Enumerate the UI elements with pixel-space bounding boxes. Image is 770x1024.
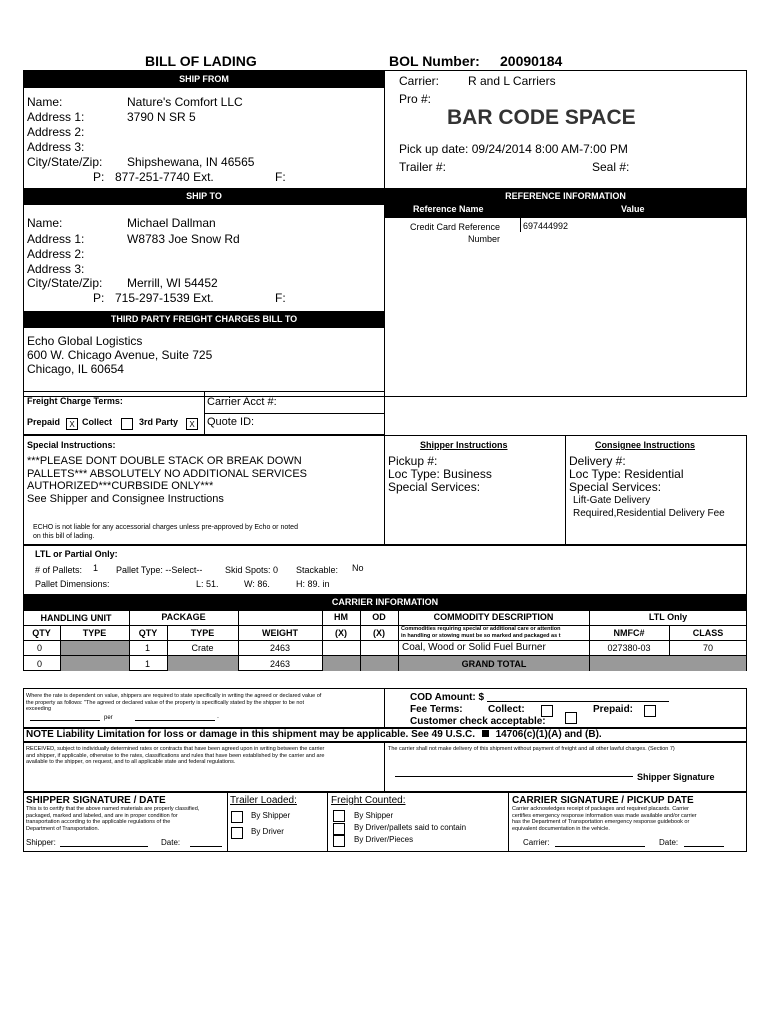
ship-to-addr1: W8783 Joe Snow Rd xyxy=(127,232,240,246)
carrier-label: Carrier: xyxy=(399,74,440,88)
shipper-signature-label: Shipper Signature xyxy=(637,772,715,782)
ship-from-name-label: Name: xyxy=(27,95,63,109)
freight-terms-label: Freight Charge Terms: xyxy=(27,396,123,406)
ship-from-addr1: 3790 N SR 5 xyxy=(127,110,196,124)
collect-label: Collect xyxy=(82,417,113,427)
ship-to-header: SHIP TO xyxy=(24,188,384,205)
cod-prepaid-label: Prepaid: xyxy=(593,704,634,715)
shipper-label: Shipper: xyxy=(26,838,56,847)
row2-weight: 2463 xyxy=(269,659,291,669)
grand-total-label: GRAND TOTAL xyxy=(461,659,527,669)
ship-to-phone: 715-297-1539 Ext. xyxy=(115,291,214,305)
nmfc-header: NMFC# xyxy=(613,628,645,638)
skid-spots: Skid Spots: 0 xyxy=(225,565,279,575)
carrier-information-header: CARRIER INFORMATION xyxy=(23,595,747,610)
shipper-certification: This is to certify that the above named materials are properly classified, packaged, marked and labeled, and are in proper condition for transportation according to the applicable regulations of the Department of Transportation. xyxy=(26,806,200,832)
customer-check-checkbox[interactable] xyxy=(565,712,577,724)
liability-note: NOTE Liability Limitation for loss or damage in this shipment may be applicable. See 49 U.S.C. 14706(c)(1)(A) and (B). xyxy=(26,729,602,740)
package-header: PACKAGE xyxy=(161,612,206,622)
shipper-date-line[interactable] xyxy=(190,846,222,847)
shipper-signature-line[interactable] xyxy=(60,846,148,847)
commodity-note: Commodities requiring special or additional care or attention in handling or stowing must be so marked and packaged as t xyxy=(401,626,561,639)
carrier-sign-label: Carrier: xyxy=(523,838,550,847)
customer-check-label: Customer check acceptable: xyxy=(410,716,546,727)
row2-pkg-qty: 1 xyxy=(145,659,151,669)
reference-header: REFERENCE INFORMATION Reference Name Value xyxy=(385,188,746,218)
hu-qty-header: QTY xyxy=(32,628,51,638)
ship-to-name: Michael Dallman xyxy=(127,216,216,230)
shipper-instructions-label: Shipper Instructions xyxy=(420,440,508,450)
freight-by-driver-pieces-checkbox[interactable] xyxy=(333,835,345,847)
ship-from-fax-label: F: xyxy=(275,170,286,184)
carrier-certification: Carrier acknowledges receipt of packages and required placards. Carrier certifies emergency response information was made available and/or carrier has the Department of Transportation emergency response guidebook or equivalent documentation in the vehicle. xyxy=(512,806,697,832)
ship-from-csz: Shipshewana, IN 46565 xyxy=(127,155,255,169)
carrier-name: R and L Carriers xyxy=(468,74,556,88)
row1-pkg-type: Crate xyxy=(191,643,214,653)
table-row: 0 xyxy=(37,659,43,669)
trailer-by-shipper-checkbox[interactable] xyxy=(231,811,243,823)
reference-name: Credit Card Reference Number xyxy=(410,222,501,244)
document-title: BILL OF LADING xyxy=(145,53,257,69)
pkg-type-header: TYPE xyxy=(190,628,215,638)
ship-from-phone: 877-251-7740 Ext. xyxy=(115,170,214,184)
special-instructions-text: ***PLEASE DONT DOUBLE STACK OR BREAK DOWN PALLETS*** ABSOLUTELY NO ADDITIONAL SERVICES AUTHORIZED***CURBSIDE ONLY*** See Shipper and Consignee Instructions xyxy=(27,455,307,505)
ship-to-csz: Merrill, WI 54452 xyxy=(127,276,218,290)
row1-weight: 2463 xyxy=(269,643,291,653)
ship-to-addr2-label: Address 2: xyxy=(27,247,85,261)
shipper-date-label: Date: xyxy=(161,838,181,847)
freight-by-shipper-checkbox[interactable] xyxy=(333,810,345,822)
bol-number-label: BOL Number: xyxy=(389,53,480,69)
hm-header: HM xyxy=(334,612,348,622)
pkg-qty-header: QTY xyxy=(138,628,158,638)
carrier-signature-title: CARRIER SIGNATURE / PICKUP DATE xyxy=(512,795,694,806)
hm-x-header: (X) xyxy=(335,628,347,638)
seal-label: Seal #: xyxy=(592,160,630,174)
trailer-by-driver-checkbox[interactable] xyxy=(231,827,243,839)
pro-label: Pro #: xyxy=(399,92,432,106)
ship-to-phone-label: P: xyxy=(93,291,105,305)
freight-counted-label: Freight Counted: xyxy=(331,795,406,806)
carrier-acct-label: Carrier Acct #: xyxy=(207,396,277,408)
trailer-label: Trailer #: xyxy=(399,160,446,174)
cod-amount-label: COD Amount: $ xyxy=(410,692,485,703)
stackable-label: Stackable: xyxy=(296,565,339,575)
pallets-label: # of Pallets: xyxy=(35,565,83,575)
freight-by-driver-pieces-label: By Driver/Pieces xyxy=(354,835,414,844)
ship-from-phone-label: P: xyxy=(93,170,105,184)
cod-collect-label: Collect: xyxy=(488,704,525,715)
prepaid-checkbox[interactable]: X xyxy=(66,418,78,430)
pallet-height: H: 89. in xyxy=(296,579,330,589)
carrier-signature-line[interactable] xyxy=(555,846,645,847)
third-party-checkbox[interactable]: X xyxy=(186,418,198,430)
cod-fee-terms-label: Fee Terms: xyxy=(410,704,463,715)
collect-checkbox[interactable] xyxy=(121,418,133,430)
commodity-header: COMMODITY DESCRIPTION xyxy=(433,612,554,622)
received-text: RECEIVED, subject to individually determined rates or contracts that have been agreed upon in writing between the carrier and shipper, if applicable, otherwise to the rates, classifications and rules that have been established by the carrier and are available to the shipper, on request, and to all applicable state and federal regulations. xyxy=(26,746,325,765)
pallet-length: L: 51. xyxy=(196,579,219,589)
row1-class: 70 xyxy=(702,643,713,653)
ship-to-addr3-label: Address 3: xyxy=(27,262,85,276)
pallet-dimensions-label: Pallet Dimensions: xyxy=(35,579,110,589)
barcode-space: BAR CODE SPACE xyxy=(447,106,636,129)
prepaid-label: Prepaid xyxy=(27,417,61,427)
third-party-header: THIRD PARTY FREIGHT CHARGES BILL TO xyxy=(24,311,384,328)
carrier-date-label: Date: xyxy=(659,838,679,847)
ship-from-csz-label: City/State/Zip: xyxy=(27,155,103,169)
echo-disclaimer: ECHO is not liable for any accessorial charges unless pre-approved by Echo or noted on this bill of lading. xyxy=(33,524,298,540)
consignee-services: Lift-Gate Delivery Required,Residential Delivery Fee xyxy=(573,495,725,519)
ship-to-csz-label: City/State/Zip: xyxy=(27,276,103,290)
stackable-value: No xyxy=(352,563,364,573)
trailer-by-shipper-label: By Shipper xyxy=(251,811,291,820)
od-header: OD xyxy=(372,612,386,622)
declared-per: per xyxy=(104,715,113,721)
ltl-only-header: LTL Only xyxy=(648,612,688,622)
handling-unit-header: HANDLING UNIT xyxy=(40,613,112,623)
row1-pkg-qty: 1 xyxy=(145,643,151,653)
ship-from-addr3-label: Address 3: xyxy=(27,140,85,154)
trailer-by-driver-label: By Driver xyxy=(251,827,284,836)
cod-prepaid-checkbox[interactable] xyxy=(644,705,656,717)
ship-from-addr1-label: Address 1: xyxy=(27,110,85,124)
weight-header: WEIGHT xyxy=(262,628,298,638)
declared-period: . xyxy=(217,713,219,720)
shipper-signature-title: SHIPPER SIGNATURE / DATE xyxy=(26,795,166,806)
reference-value: 697444992 xyxy=(523,221,569,231)
freight-by-driver-pallets-checkbox[interactable] xyxy=(333,823,345,835)
carrier-date-line[interactable] xyxy=(684,846,724,847)
ship-to-addr1-label: Address 1: xyxy=(27,232,85,246)
quote-id-label: Quote ID: xyxy=(207,416,255,428)
consignee-instructions-label: Consignee Instructions xyxy=(595,440,696,450)
ship-to-name-label: Name: xyxy=(27,216,63,230)
third-party-label: 3rd Party xyxy=(139,417,179,427)
row1-description: Coal, Wood or Solid Fuel Burner xyxy=(402,642,546,653)
hu-type-header: TYPE xyxy=(82,628,107,638)
table-row: 0 xyxy=(37,643,43,653)
trailer-loaded-label: Trailer Loaded: xyxy=(230,795,297,806)
pallets-count: 1 xyxy=(93,563,99,573)
pallet-width: W: 86. xyxy=(244,579,270,589)
row1-nmfc: 027380-03 xyxy=(607,643,651,653)
ship-from-header: SHIP FROM xyxy=(24,71,384,88)
freight-by-shipper-label: By Shipper xyxy=(354,811,394,820)
pallet-type: Pallet Type: --Select-- xyxy=(116,565,203,575)
freight-by-driver-pallets-label: By Driver/pallets said to contain xyxy=(354,823,467,832)
shipper-instructions: Pickup #: Loc Type: Business Special Services: xyxy=(388,454,492,494)
bol-number: 20090184 xyxy=(500,53,563,69)
ltl-label: LTL or Partial Only: xyxy=(35,549,118,559)
ship-to-fax-label: F: xyxy=(275,291,286,305)
ship-from-addr2-label: Address 2: xyxy=(27,125,85,139)
carrier-delivery-note: The carrier shall not make delivery of this shipment without payment of freight and all other lawful charges. (Section 7) xyxy=(388,746,675,752)
declared-value-text: Where the rate is dependent on value, shippers are required to state specifically in writing the agreed or declared value of the property as follows: "The agreed or declared value of the property is specifically stated by the shipper to be not exceeding xyxy=(26,693,322,712)
special-instructions-label: Special Instructions: xyxy=(27,440,116,450)
pickup-date: Pick up date: 09/24/2014 8:00 AM-7:00 PM xyxy=(399,142,628,156)
od-x-header: (X) xyxy=(373,628,385,638)
consignee-instructions: Delivery #: Loc Type: Residential Special Services: xyxy=(569,454,684,494)
class-header: CLASS xyxy=(692,628,724,638)
ship-from-name: Nature's Comfort LLC xyxy=(127,95,243,109)
